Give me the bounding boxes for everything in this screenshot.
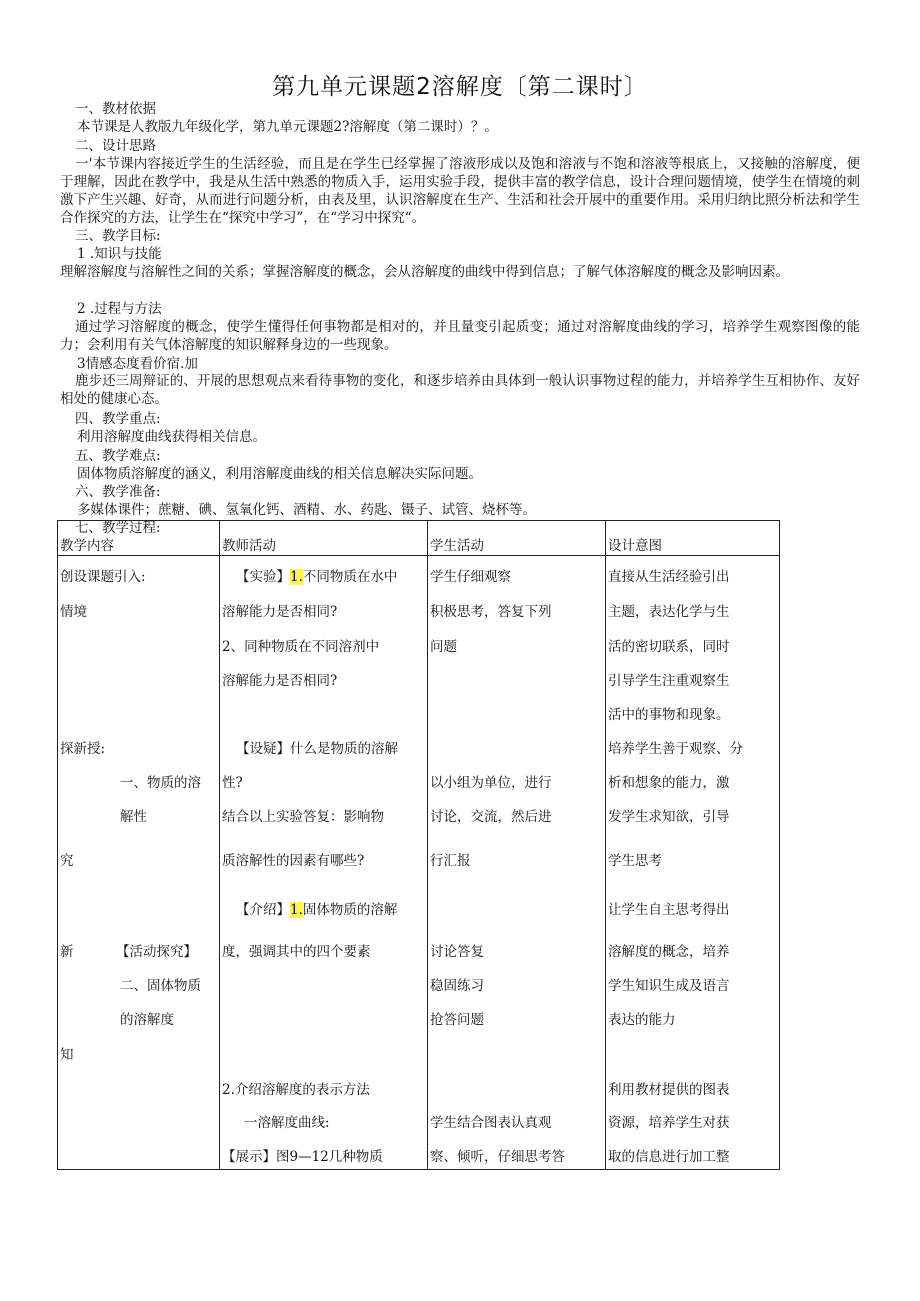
section-2-text: 一'本节课内容接近学生的生活经验，而且是在学生已经掌握了溶液形成以及饱和溶液与不饱和溶液等根底上，又接触的溶解度，便于理解，因此在教学中，我是从生活中熟悉的物质入手，运用实验手段，提供丰富的教学信息，设计合理问题情境，使学生在情境的刺激下产生兴趣、好奇，从而进行问题分析，由表及里，认识溶解度在生产、生活和社会开展中的重要作用。采用归纳比照分析法和学生合作探究的方法，让学生在“探究中学习”，在“学习中探究“。 (60, 156, 860, 226)
table-row (58, 556, 780, 1170)
section-2-heading: 二、设计思路 (75, 138, 156, 154)
header-cell: 设计意图 (606, 521, 780, 556)
student-activity-cell: 学生仔细观察 积极思考，答复下列 问题 以小组为单位，进行 讨论，交流，然后进 行汇报 讨论答复 稳固练习 抢答问题 学生结合图表认真观 察、倾听，仔细思考答 (428, 556, 606, 1170)
page-title: 第九单元课题2溶解度〔第二课时〕 (272, 74, 648, 100)
section-1-heading: 一、教材依据 (75, 101, 156, 117)
highlight-mark: 1. (290, 902, 303, 918)
section-5-heading: 五、教学难点: (75, 448, 161, 464)
teaching-process-table (57, 520, 780, 1170)
goal-3-text: 鹿步还三周辩证的、开展的思想观点来看待事物的变化，和逐步培养由具体到一般认识事物过程的能力，并培养学生互相协作、友好相处的健康心态。 (60, 373, 860, 407)
section-1-text: 本节课是人教版九年级化学，第九单元课题2?溶解度（第二课时）？。 (77, 119, 498, 135)
goal-1-heading: 1 .知识与技能 (77, 246, 162, 262)
content-cell: 创设课题引入: 情境 探新授: 一、物质的溶 解性 究 新 【活动探究】 二、固体物质 的溶解度 知 (58, 556, 220, 1170)
header-cell: 学生活动 (428, 521, 606, 556)
section-7-heading: 七、教学过程: (75, 520, 161, 536)
header-cell: 教学内容 (58, 521, 220, 556)
goal-2-heading: 2 .过程与方法 (77, 301, 162, 317)
section-4-heading: 四、教学重点: (75, 411, 161, 427)
section-4-text: 利用溶解度曲线获得相关信息。 (77, 429, 266, 445)
teacher-activity-cell: 【实验】1.不同物质在水中 溶解能力是否相同? 2、同种物质在不同溶剂中 溶解能力是否相同? 【设疑】什么是物质的溶解 性? 结合以上实验答复：影响物 质溶解性的因素有哪些? 【介绍】1.固体物质的溶解 度，强调其中的四个要素 2.介绍溶解度的表示方法 一溶解度曲线: 【展示】图9—12几种物质 (220, 556, 428, 1170)
section-5-text: 固体物质溶解度的涵义，利用溶解度曲线的相关信息解决实际问题。 (77, 466, 482, 482)
section-6-heading: 六、教学准备: (75, 484, 161, 500)
goal-1-text: 理解溶解度与溶解性之间的关系；掌握溶解度的概念，会从溶解度的曲线中得到信息；了解气体溶解度的概念及影响因素。 (60, 264, 789, 280)
design-intent-cell: 直接从生活经验引出 主题，表达化学与生 活的密切联系，同时 引导学生注重观察生 活中的事物和现象。 培养学生善于观察、分 析和想象的能力，激 发学生求知欲，引导 学生思考 让学生自主思考得出 溶解度的概念，培养 学生知识生成及语言 表达的能力 利用教材提供的图表 资源，培养学生对获 取的信息进行加工整 (606, 556, 780, 1170)
highlight-mark: 1. (290, 569, 303, 585)
table-header-row (58, 521, 780, 556)
goal-2-text: 通过学习溶解度的概念，使学生懂得任何事物都是相对的，并且量变引起质变；通过对溶解度曲线的学习，培养学生观察图像的能力；会利用有关气体溶解度的知识解释身边的一些现象。 (60, 319, 860, 353)
header-cell: 教师活动 (220, 521, 428, 556)
goal-3-heading: 3情感态度看价宿.加 (77, 356, 198, 372)
section-6-text: 多媒体课件；蔗糖、碘、氢氧化钙、酒精、水、药匙、镊子、试管、烧杯等。 (77, 502, 536, 518)
section-3-heading: 三、教学目标: (75, 228, 161, 244)
